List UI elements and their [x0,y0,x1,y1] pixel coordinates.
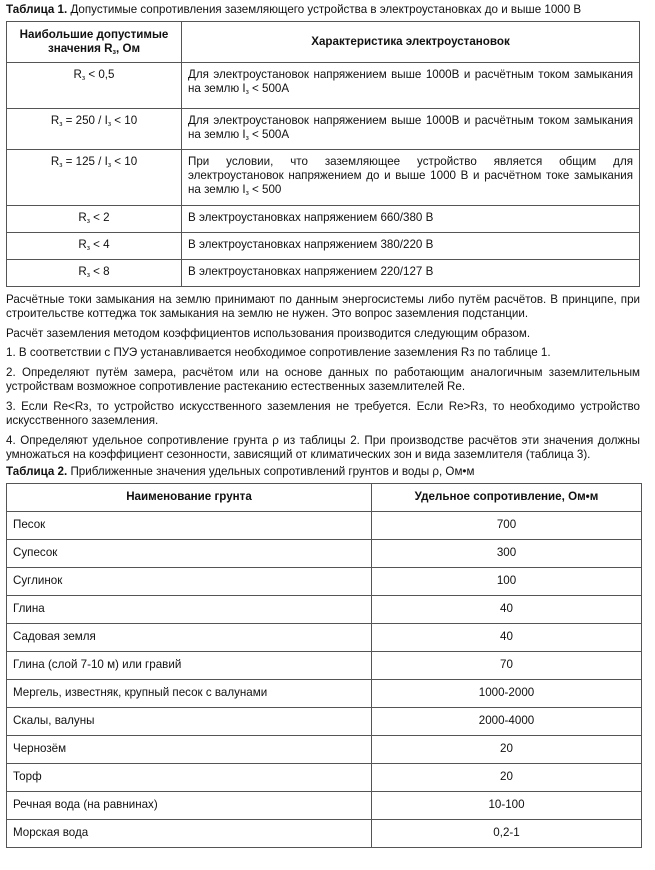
characteristic-text: Для электроустановок напряжением выше 1000В и расчётным током замыкания на землю I [188,113,633,141]
soil-name-cell: Скалы, валуны [7,707,372,735]
table1-row [7,62,640,108]
resistance-symbol: R [50,113,60,127]
table1-row [7,108,640,149]
table2-caption-label: Таблица 2. [6,464,68,478]
soil-name-cell: Песок [7,511,372,539]
resistivity-cell: 1000-2000 [372,679,642,707]
soil-name-cell: Супесок [7,539,372,567]
table2-row [7,623,642,651]
paragraph: Расчётные токи замыкания на землю принимают по данным энергосистемы либо путём расчётов. В принципе, при строительстве коттеджа ток замыкания на землю не нужен. Это вопрос заземления подстанции. [6,292,640,321]
characteristic-cell [182,149,640,205]
resistance-symbol: R [78,264,87,278]
soil-name-cell: Мергель, известняк, крупный песок с валунами [7,679,372,707]
paragraph: Расчёт заземления методом коэффициентов использования производится следующим образом. [6,326,531,340]
body-text [6,293,640,463]
resistance-symbol: R [78,210,87,224]
resistance-formula: < 8 [89,264,110,278]
current-subscript: з [107,161,112,169]
table1 [6,21,640,287]
table1-header-characteristic: Характеристика электроустановок [182,21,640,62]
table1-header-resistance [7,21,182,62]
soil-name-cell: Глина (слой 7-10 м) или гравий [7,651,372,679]
resistance-subscript: з [86,217,90,225]
resistance-symbol: R [78,237,87,251]
table1-row [7,259,640,286]
table2-caption-text: Приближенные значения удельных сопротивлений грунтов и воды ρ, Ом•м [67,464,475,478]
table1-row [7,149,640,205]
table2-row [7,707,642,735]
resistance-formula: < 4 [89,237,110,251]
paragraph: 2. Определяют путём замера, расчётом или на основе данных по работающим аналогичным заземлительным устройствам возможное сопротивление растеканию естественных заземлителей Re. [6,365,640,394]
characteristic-text: Для электроустановок напряжением выше 1000В и расчётным током замыкания на землю I [188,67,633,95]
resistivity-cell: 40 [372,623,642,651]
table2-row [7,511,642,539]
resistivity-cell: 10-100 [372,791,642,819]
characteristic-text: В электроустановках напряжением 660/380 В [188,210,434,224]
characteristic-text: В электроустановках напряжением 220/127 В [188,264,434,278]
current-subscript: з [245,189,249,197]
table1-header-tail: , Ом [116,41,141,55]
resistance-cell [7,62,182,108]
table1-caption-label: Таблица 1. [6,3,68,16]
characteristic-limit: < 500А [248,127,290,141]
table2-row [7,595,642,623]
table2-header-row [7,483,642,511]
resistance-subscript: з [59,161,63,169]
resistance-formula: = 250 / I [62,113,108,127]
table1-header-line1: Наибольшие допустимые [19,28,169,41]
resistance-cell [7,205,182,232]
table2-row [7,679,642,707]
characteristic-cell [182,205,640,232]
resistance-symbol: R [73,67,82,81]
soil-name-cell: Торф [7,763,372,791]
resistivity-cell: 70 [372,651,642,679]
resistance-limit: < 10 [111,113,138,127]
characteristic-cell [182,259,640,286]
table2-row [7,763,642,791]
resistivity-cell: 40 [372,595,642,623]
soil-name-cell: Речная вода (на равнинах) [7,791,372,819]
table2-row [7,819,642,847]
resistance-subscript: з [86,271,90,279]
table1-header-line2: значения R [47,41,113,55]
soil-name-cell: Садовая земля [7,623,372,651]
resistance-subscript: з [81,74,86,82]
current-subscript: з [245,88,249,96]
resistance-cell [7,149,182,205]
table1-row [7,232,640,259]
table1-header-row [7,21,640,62]
resistivity-cell: 20 [372,735,642,763]
resistivity-cell: 300 [372,539,642,567]
characteristic-cell [182,62,640,108]
table1-caption-text: Допустимые сопротивления заземляющего устройства в электроустановках до и выше 1000 В [67,3,582,16]
table2-header-resistivity: Удельное сопротивление, Ом•м [372,483,642,511]
resistance-formula: = 125 / I [62,154,108,168]
resistivity-cell: 2000-4000 [372,707,642,735]
table2-row [7,791,642,819]
resistance-cell [7,232,182,259]
paragraph: 3. Если Re<Rз, то устройство искусственного заземления не требуется. Если Re>Rз, то необходимо устройство искусственного заземления. [6,399,640,428]
table2-header-soil: Наименование грунта [7,483,372,511]
soil-name-cell: Суглинок [7,567,372,595]
current-subscript: з [107,120,112,128]
table2-row [7,539,642,567]
table2-row [7,735,642,763]
soil-name-cell: Морская вода [7,819,372,847]
resistivity-cell: 100 [372,567,642,595]
characteristic-limit: < 500 [248,182,282,196]
resistance-cell [7,108,182,149]
characteristic-text: При условии, что заземляющее устройство является общим для электроустановок напряжением до и выше 1000 В и расчётном токе замыкания на землю I [188,154,633,196]
resistance-limit: < 10 [111,154,138,168]
characteristic-limit: < 500А [248,81,290,95]
resistance-formula: < 0,5 [85,67,115,81]
resistance-cell [7,259,182,286]
characteristic-text: В электроустановках напряжением 380/220 В [188,237,434,251]
table1-row [7,205,640,232]
resistivity-cell: 0,2-1 [372,819,642,847]
table1-header-sub: з [112,48,117,56]
resistivity-cell: 20 [372,763,642,791]
characteristic-cell [182,232,640,259]
resistance-symbol: R [50,154,60,168]
paragraph: 4. Определяют удельное сопротивление грунта ρ из таблицы 2. При производстве расчётов эти значения должны умножаться на коэффициент сезонности, зависящий от климатических зон и вида заземлителя (таблица 3). [6,433,640,462]
paragraph: 1. В соответствии с ПУЭ устанавливается необходимое сопротивление заземления Rз по таблице 1. [6,346,551,360]
table1-caption [6,3,649,17]
resistance-subscript: з [86,244,90,252]
soil-name-cell: Чернозём [7,735,372,763]
soil-name-cell: Глина [7,595,372,623]
resistance-formula: < 2 [89,210,110,224]
table2 [6,483,642,848]
resistance-subscript: з [59,120,63,128]
resistivity-cell: 700 [372,511,642,539]
table2-row [7,567,642,595]
table2-caption [6,465,649,479]
current-subscript: з [245,134,249,142]
table2-row [7,651,642,679]
characteristic-cell [182,108,640,149]
